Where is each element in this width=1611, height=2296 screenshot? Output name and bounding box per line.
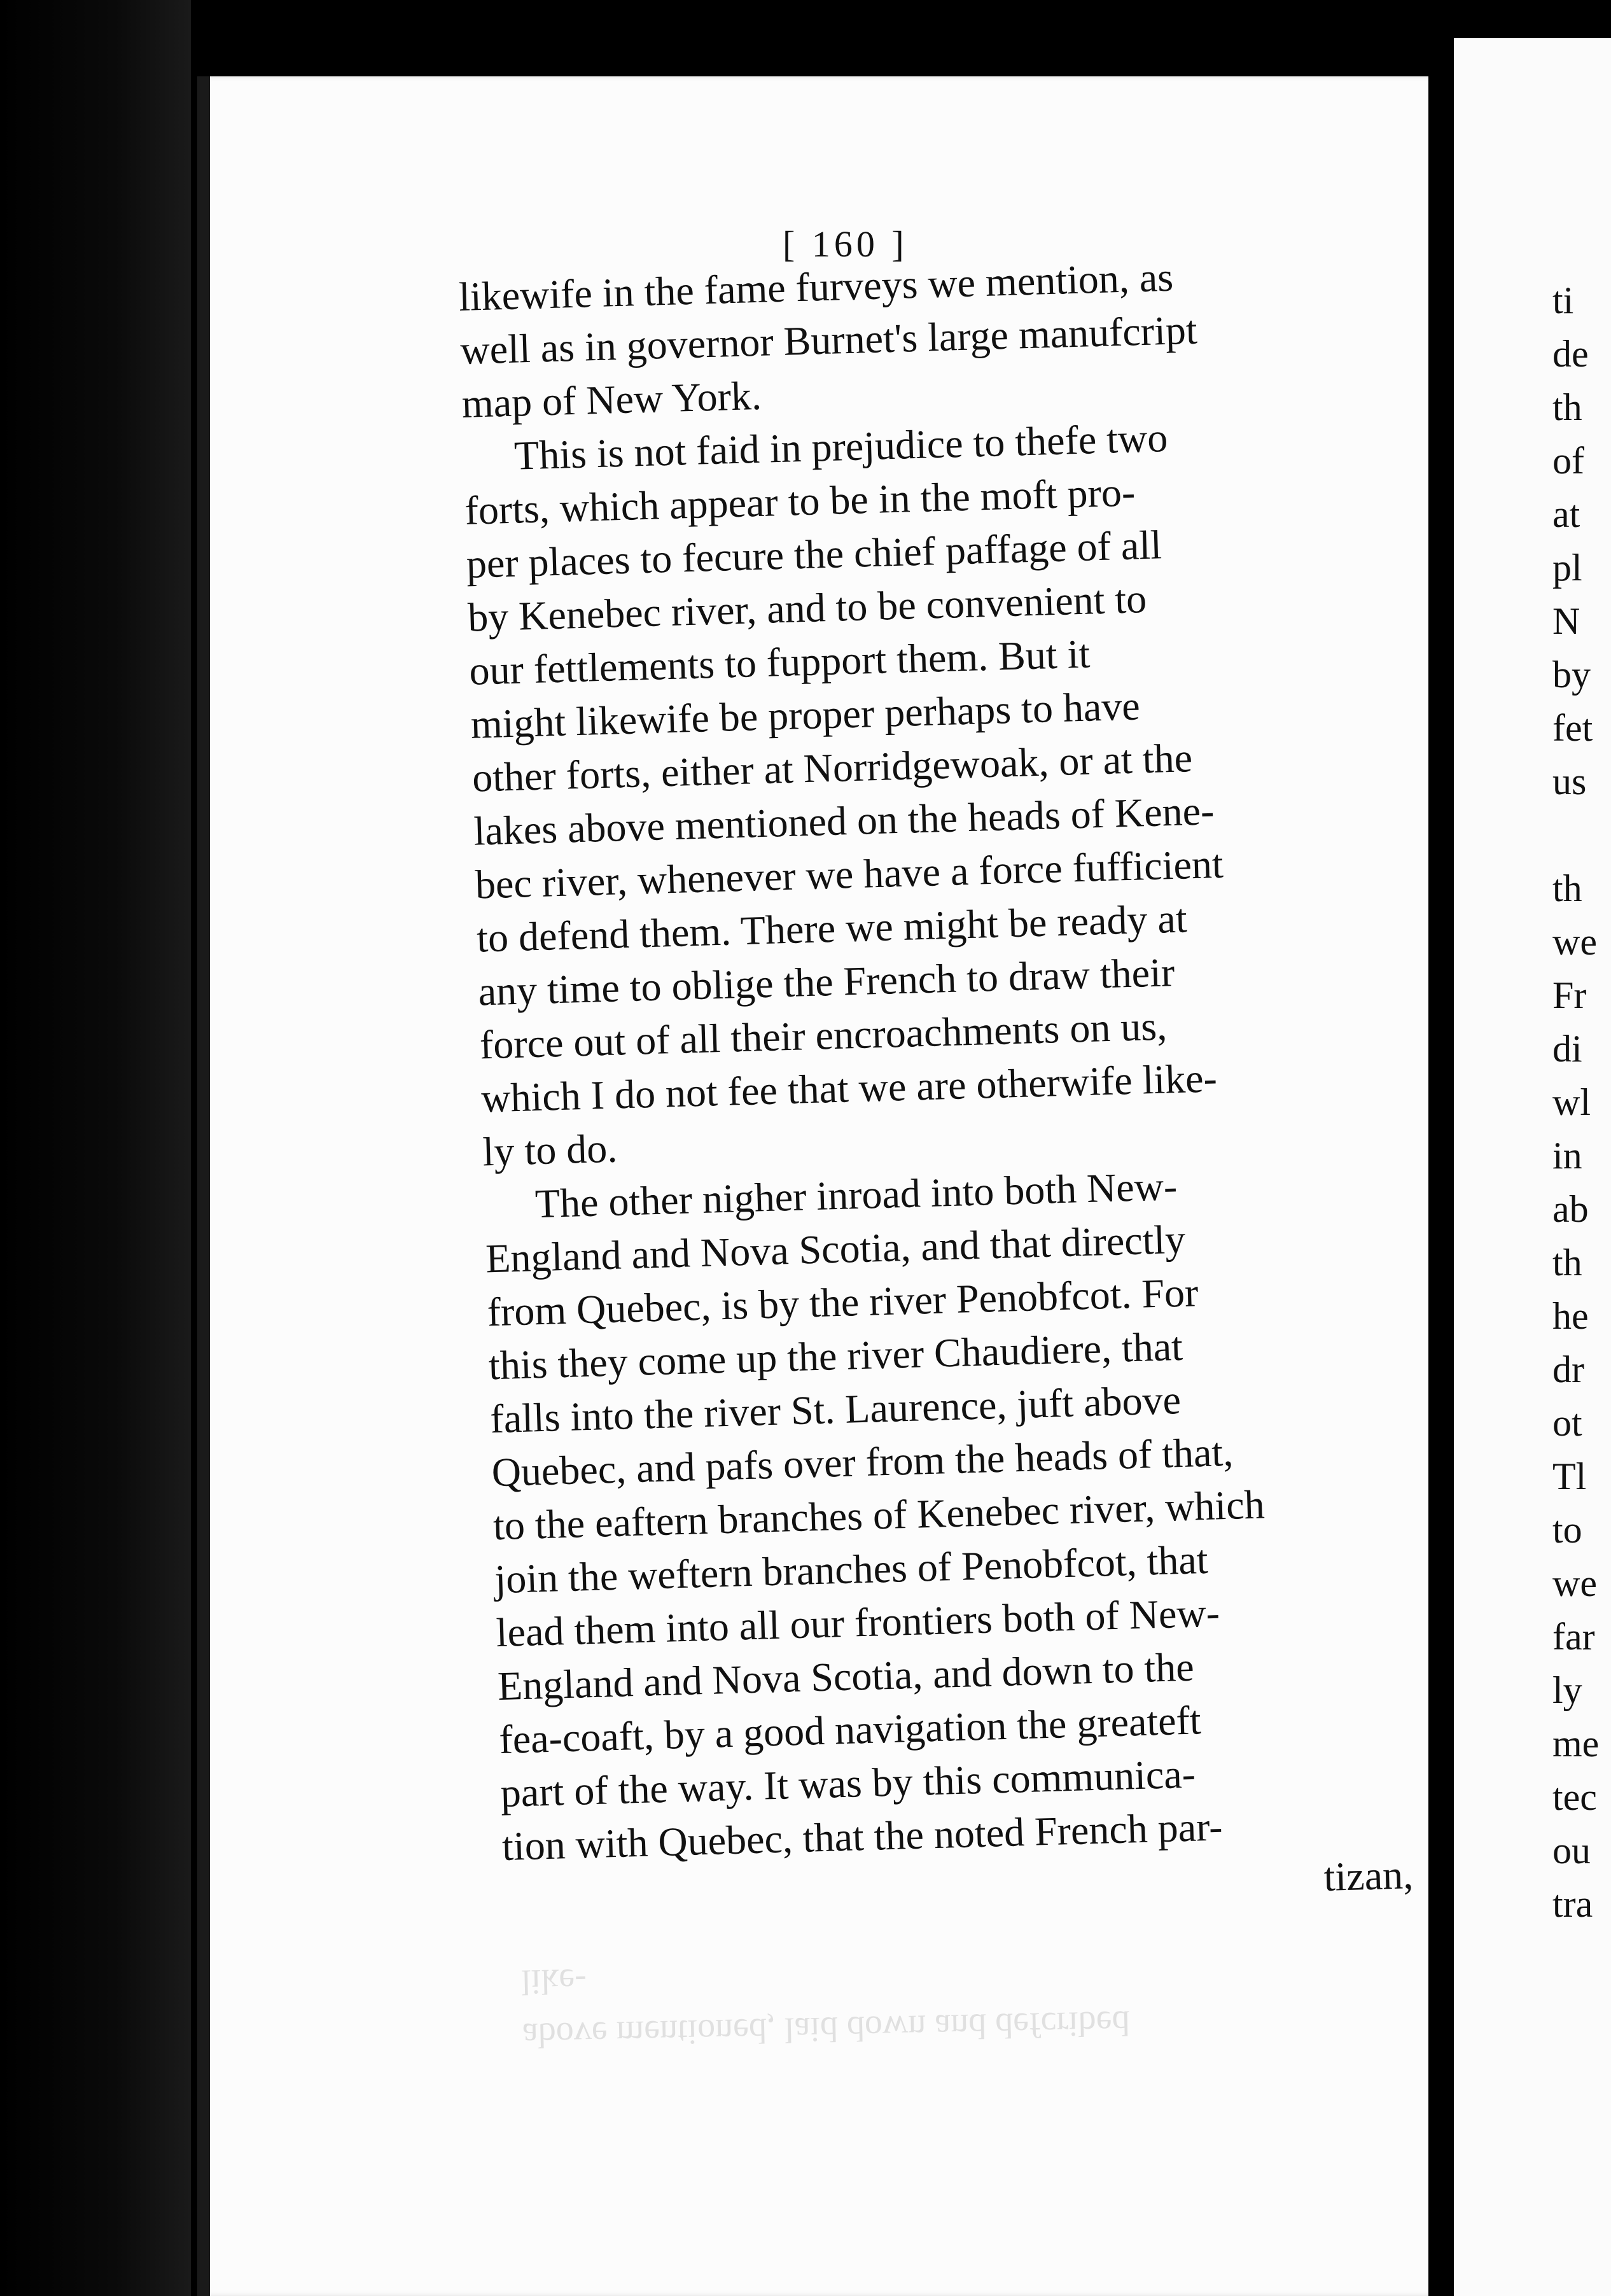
left-dark-margin — [0, 0, 191, 2296]
bleed-through-line: like- — [520, 1961, 587, 2002]
text-line: forts, which appear to be in the moft pro- — [464, 469, 1136, 533]
catchword: tizan, — [1323, 1852, 1414, 1900]
facing-fragment: wl — [1552, 1081, 1591, 1123]
facing-fragment: di — [1552, 1028, 1582, 1070]
text-line: might likewife be proper perhaps to have — [470, 683, 1141, 747]
facing-fragment: ab — [1552, 1188, 1589, 1230]
text-line: Quebec, and pafs over from the heads of that, — [491, 1429, 1234, 1495]
text-line: tion with Quebec, that the noted French par- — [501, 1803, 1224, 1870]
facing-fragment: th — [1552, 867, 1582, 909]
facing-page-text — [1552, 274, 1599, 1931]
facing-fragment: ti — [1552, 279, 1574, 321]
text-line: to defend them. There we might be ready at — [476, 895, 1188, 961]
text-line: our fettlements to fupport them. But it — [468, 631, 1091, 694]
facing-fragment: ou — [1552, 1830, 1591, 1872]
facing-fragment: de — [1552, 333, 1589, 375]
facing-fragment: me — [1552, 1723, 1600, 1765]
text-line: ly to do. — [482, 1125, 618, 1175]
facing-fragment: to — [1552, 1509, 1582, 1551]
facing-fragment: us — [1552, 760, 1587, 802]
text-line: by Kenebec river, and to be convenient to — [467, 576, 1148, 640]
text-line: bec river, whenever we have a force fufficient — [474, 841, 1224, 907]
text-line: which I do not fee that we are otherwife like- — [480, 1055, 1218, 1121]
facing-fragment: at — [1552, 493, 1580, 535]
text-line: well as in governor Burnet's large manufcript — [459, 307, 1198, 373]
facing-fragment: in — [1552, 1135, 1582, 1177]
text-line: to the eaftern branches of Kenebec river, which — [492, 1481, 1266, 1549]
text-line: fea-coaft, by a good navigation the greateft — [498, 1697, 1202, 1763]
text-line: join the weftern branches of Penobfcot, that — [494, 1536, 1209, 1602]
bleed-through-text — [520, 1939, 1286, 2062]
facing-fragment: fet — [1552, 707, 1593, 749]
text-line: other forts, either at Norridgewoak, or at the — [471, 735, 1193, 801]
facing-fragment — [1552, 808, 1599, 862]
facing-fragment: pl — [1552, 547, 1582, 589]
text-line: any time to oblige the French to draw their — [477, 949, 1176, 1014]
facing-fragment: th — [1552, 1242, 1582, 1284]
facing-fragment: tra — [1552, 1883, 1593, 1925]
book-gutter — [1428, 0, 1454, 2296]
text-line: force out of all their encroachments on us, — [479, 1003, 1168, 1068]
facing-fragment: Fr — [1552, 974, 1587, 1016]
page-body-text — [458, 245, 1414, 1927]
text-line: per places to fecure the chief paffage of all — [465, 522, 1162, 587]
text-line: England and Nova Scotia, and that directly — [485, 1216, 1187, 1282]
text-line: lead them into all our frontiers both of New- — [495, 1590, 1220, 1656]
text-line: this they come up the river Chaudiere, that — [488, 1323, 1183, 1389]
text-line: part of the way. It was by this communica- — [499, 1751, 1196, 1816]
facing-fragment: far — [1552, 1616, 1595, 1658]
facing-fragment: tec — [1552, 1776, 1597, 1818]
text-line: likewife in the fame furveys we mention, as — [458, 254, 1174, 319]
facing-fragment: by — [1552, 654, 1591, 696]
text-line: falls into the river St. Laurence, juft above — [489, 1376, 1182, 1442]
page-number-header: [ 160 ] — [783, 223, 908, 265]
text-line: from Quebec, is by the river Penobfcot. For — [486, 1270, 1199, 1335]
text-line: lakes above mentioned on the heads of Kene- — [473, 788, 1215, 854]
facing-fragment: of — [1552, 440, 1584, 482]
facing-fragment: N — [1552, 600, 1580, 642]
facing-fragment: th — [1552, 386, 1582, 428]
text-line: The other nigher inroad into both New- — [534, 1163, 1178, 1227]
bleed-through-line: above mentioned, laid down and defcribed — [522, 2003, 1131, 2055]
text-line: map of New York. — [461, 372, 762, 426]
facing-fragment: we — [1552, 921, 1597, 963]
facing-fragment: dr — [1552, 1348, 1584, 1390]
facing-fragment: we — [1552, 1562, 1597, 1604]
text-line: This is not faid in prejudice to thefe two — [513, 414, 1169, 479]
facing-fragment: he — [1552, 1295, 1589, 1337]
facing-fragment: ly — [1552, 1669, 1582, 1711]
text-line: England and Nova Scotia, and down to the — [497, 1644, 1195, 1709]
facing-fragment: ot — [1552, 1402, 1582, 1444]
facing-fragment: Tl — [1552, 1455, 1587, 1497]
